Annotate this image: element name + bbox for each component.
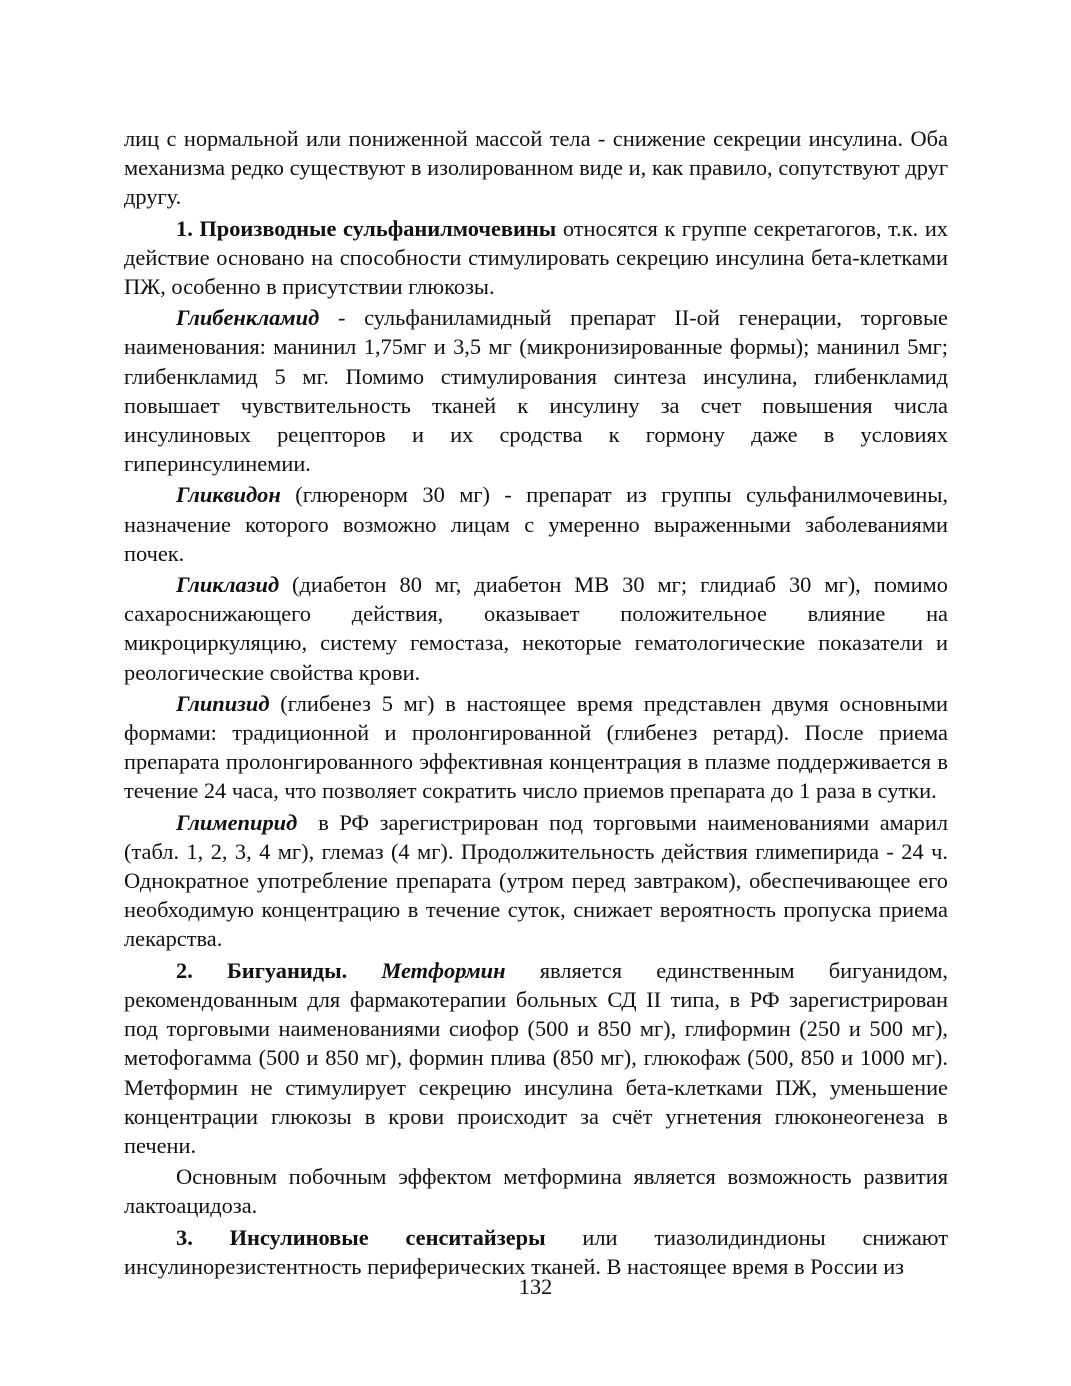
drug-name-gliquidone: Гликвидон [176,482,281,508]
paragraph-text: является единственным бигуанидом, рекомендованным для фармакотерапии больных СД II типа, в РФ зарегистрирован под торговыми наименованиями сиофор (500 и 850 мг), глиформин (250 и 500 мг), метофогамма (500 и 850 мг), формин плива (850 мг), глюкофаж (500, 850 и 1000 мг). Метформин не стимулирует секрецию инсулина бета-клетками ПЖ, уменьшение концентрации глюкозы в крови происходит за счёт угнетения глюконеогенеза в печени. [124,957,948,1158]
paragraph-intro-continuation [124,124,948,212]
paragraph-glibenclamide [124,303,948,478]
paragraph-text: (диабетон 80 мг, диабетон МВ 30 мг; глидиаб 30 мг), помимо сахароснижающего действия, оказывает положительное влияние на микроциркуляцию, систему гемостаза, некоторые гематологические показатели и реологические свойства крови. [124,572,948,685]
paragraph-text: в РФ зарегистрирован под торговыми наименованиями амарил (табл. 1, 2, 3, 4 мг), глемаз (4 мг). Продолжительность действия глимепирида - 24 ч. Однократное употребление препарата (утром перед завтраком), обеспечивающее его необходимую концентрацию в течение суток, снижает вероятность пропуска приема лекарства. [124,809,954,952]
section-heading-biguanides: 2. Бигуаниды. [176,957,382,983]
paragraph-text: или тиазолидиндионы снижают инсулинорезистентность периферических тканей. В настоящее время в России из [124,1224,948,1279]
drug-name-metformin: Метформин [381,957,506,983]
page-body [124,124,954,1281]
paragraph-metformin-side-effect [124,1162,948,1220]
paragraph-glipizide [124,689,948,806]
paragraph-text: относятся к группе секретагогов, т.к. их действие основано на способности стимулировать секрецию инсулина бета-клетками ПЖ, особенно в присутствии глюкозы. [124,215,949,300]
drug-name-glipizide: Глипизид [176,690,270,716]
page-number: 132 [518,1274,553,1299]
drug-name-gliclazide: Гликлазид [176,572,280,598]
section-heading-insulin-sensitizers: 3. Инсулиновые сенситайзеры [176,1224,546,1250]
paragraph-text: Основным побочным эффектом метформина является возможность развития лактоацидоза. [124,1164,948,1219]
paragraph-gliquidone [124,480,948,568]
paragraph-gliclazide [124,570,948,687]
paragraph-glimepiride [124,808,954,954]
drug-name-glimepiride: Глимепирид [176,809,298,835]
paragraph-text: (глибенез 5 мг) в настоящее время представлен двумя основными формами: традиционной и пролонгированной (глибенез ретард). После приема препарата пролонгированного эффективная концентрация в плазме поддерживается в течение 24 часа, что позволяет сократить число приемов препарата до 1 раза в сутки. [124,690,948,804]
paragraph-text: - сульфаниламидный препарат II-ой генерации, торговые наименования: манинил 1,75мг и 3,5 мг (микронизированные формы); манинил 5мг; глибенкламид 5 мг. Помимо стимулирования синтеза инсулина, глибенкламид повышает чувствительность тканей к инсулину за счет повышения числа инсулиновых рецепторов и их сродства к гормону даже в условиях гиперинсулинемии. [124,305,948,477]
paragraph-biguanides [124,956,948,1160]
paragraph-text: (глюренорм 30 мг) - препарат из группы сульфанилмочевины, назначение которого возможно лицам с умеренно выраженными заболеваниями почек. [124,482,948,566]
paragraph-sulfonylurea [124,214,948,302]
paragraph-text: лиц с нормальной или пониженной массой тела - снижение секреции инсулина. Оба механизма редко существуют в изолированном виде и, как правило, сопутствуют друг другу. [124,126,948,210]
section-heading-sulfonylurea: 1. Производные сульфанилмочевины [176,215,557,241]
drug-name-glibenclamide: Глибенкламид [176,305,320,331]
